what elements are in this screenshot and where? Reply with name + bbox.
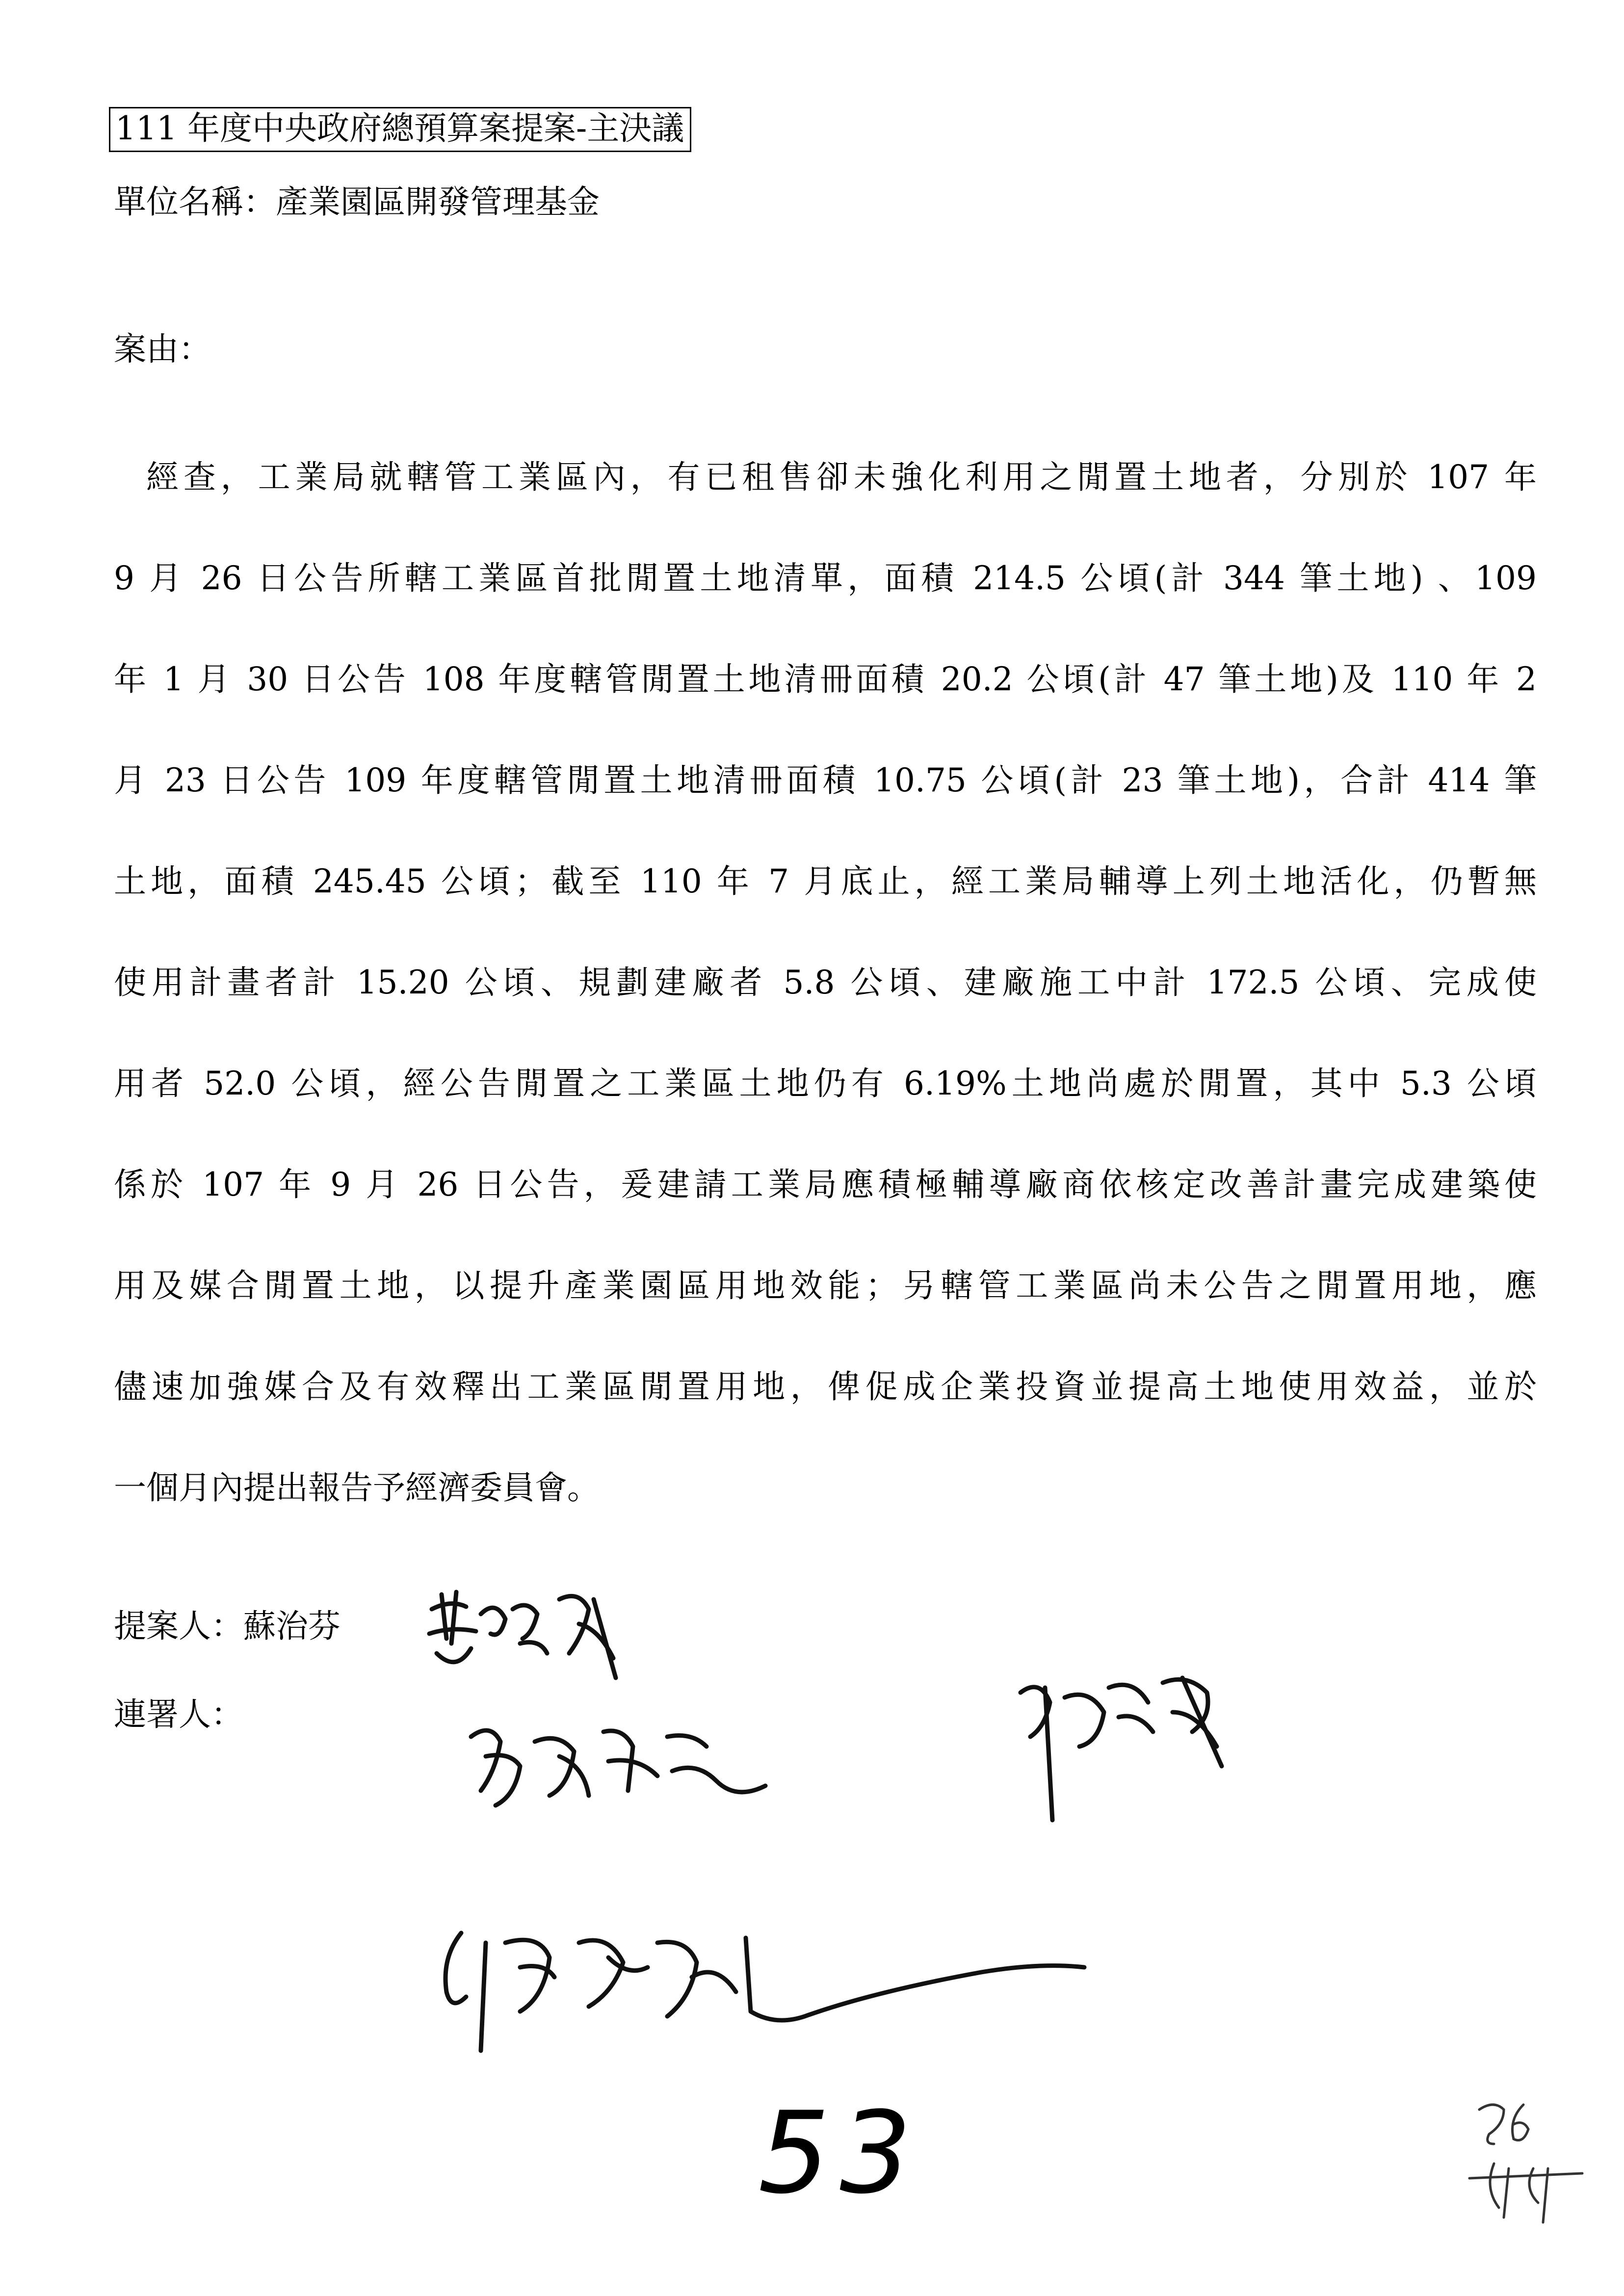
reason-line: 土地，面積 245.45 公頃；截至 110 年 7 月底止，經工業局輔導上列土地活化，仍暫無 [114, 862, 1537, 900]
signature-cosigner-3 [432, 1913, 1094, 2100]
reason-line: 年 1 月 30 日公告 108 年度轄管閒置土地清冊面積 20.2 公頃(計 47 筆土地)及 110 年 2 [114, 660, 1537, 698]
signature-cosigner-1 [461, 1712, 775, 1820]
reason-label: 案由： [114, 330, 211, 368]
reason-line: 使用計畫者計 15.20 公頃、規劃建廠者 5.8 公頃、建廠施工中計 172.5 公頃、完成使 [114, 964, 1537, 1001]
signature-proposer [422, 1580, 628, 1693]
proposer-label: 提案人：蘇治芬 [114, 1607, 341, 1645]
reason-line: 一個月內提出報告予經濟委員會。 [114, 1469, 600, 1507]
resolution-title: 111 年度中央政府總預算案提案-主決議 [109, 107, 691, 152]
reason-line: 用者 52.0 公頃，經公告閒置之工業區土地仍有 6.19%土地尚處於閒置，其中 5.3 公頃 [114, 1065, 1537, 1102]
unit-name: 單位名稱：產業園區開發管理基金 [114, 183, 600, 221]
reason-line: 9 月 26 日公告所轄工業區首批閒置土地清單，面積 214.5 公頃(計 344 筆土地) 、109 [114, 559, 1537, 597]
reason-line: 月 23 日公告 109 年度轄管閒置土地清冊面積 10.75 公頃(計 23 筆土地)，合計 414 筆 [114, 761, 1537, 799]
reason-line: 用及媒合閒置土地，以提升產業園區用地效能；另轄管工業區尚未公告之閒置用地，應 [114, 1267, 1537, 1305]
handwritten-corner-mark [1465, 2090, 1592, 2247]
signature-cosigner-2 [1006, 1658, 1231, 1825]
reason-line: 經查，工業局就轄管工業區內，有已租售卻未強化利用之閒置土地者，分別於 107 年 [146, 458, 1537, 496]
reason-line: 儘速加強媒合及有效釋出工業區閒置用地，俾促成企業投資並提高土地使用效益，並於 [114, 1368, 1537, 1406]
reason-paragraph [114, 427, 1537, 1539]
reason-line: 係於 107 年 9 月 26 日公告，爰建請工業局應積極輔導廠商依核定改善計畫完成建築使 [114, 1166, 1537, 1203]
page-number: 53 [758, 2088, 921, 2219]
cosigner-label: 連署人： [114, 1696, 243, 1733]
